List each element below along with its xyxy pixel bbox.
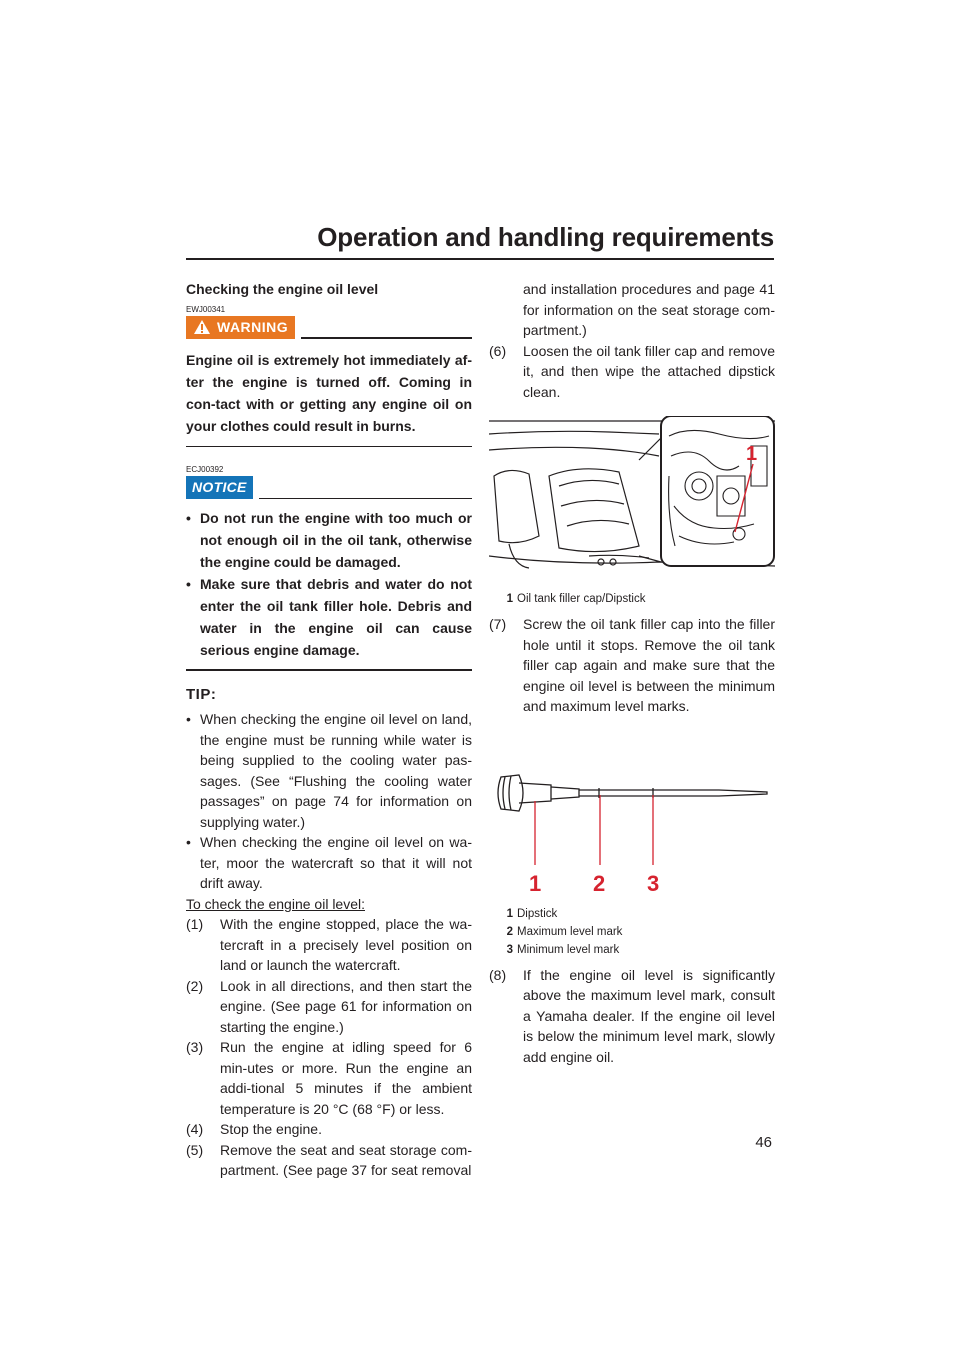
figure2-captions <box>489 905 775 959</box>
step-number: (1) <box>186 916 204 932</box>
figure1-callout: 1 <box>746 443 758 465</box>
procedure-steps-continued-2 <box>489 614 775 717</box>
step-text: If the engine oil level is significantly above the maximum level mark, consult a Yamaha dealer. If the engine oil level is below the minimum level mark, slowly add engine oil. <box>523 966 775 1065</box>
caption-number: 1 <box>506 907 513 920</box>
notice-code: ECJ00392 <box>186 465 224 474</box>
step-item <box>186 976 472 1038</box>
caption-number: 2 <box>506 925 513 938</box>
left-column <box>186 279 472 1181</box>
procedure-steps-continued-3 <box>489 965 775 1068</box>
procedure-heading: To check the engine oil level: <box>186 895 365 912</box>
step-text: With the engine stopped, place the wa-tercraft in a precisely level position on land or launch the watercraft. <box>220 916 472 973</box>
step-item <box>489 614 775 717</box>
warning-triangle-icon <box>193 319 211 335</box>
oil-cap-figure <box>489 416 775 584</box>
notice-item: • Make sure that debris and water do not enter the oil tank filler hole. Debris and water in the engine oil can cause serious engine damage. <box>186 573 472 661</box>
caption-line <box>501 941 775 959</box>
step-number: (4) <box>186 1121 204 1137</box>
procedure-steps <box>186 914 472 1181</box>
step-text: Loosen the oil tank filler cap and remove it, and then wipe the attached dipstick clean. <box>523 342 775 400</box>
notice-rule <box>259 498 472 500</box>
figure1-caption <box>489 590 775 608</box>
tip-item: • When checking the engine oil level on land, the engine must be running while water is being supplied to the cooling water pas-sages. (See “Flushing the cooling water passages” on page 74 for information on supplying water.) <box>186 709 472 832</box>
caption-line <box>501 923 775 941</box>
step5-continued: and installation procedures and page 41 for information on the seat storage com-partment.) <box>523 281 775 338</box>
caption-text: Oil tank filler cap/Dipstick <box>517 593 646 605</box>
right-column <box>489 279 775 1067</box>
notice-banner-row <box>186 476 472 499</box>
warning-text: Engine oil is extremely hot immediately af-ter the engine is turned off. Coming in con-tact with or getting any engine oil on your clothes could result in burns. <box>186 351 472 434</box>
warning-rule <box>301 337 472 339</box>
warning-code: EWJ00341 <box>186 304 226 314</box>
warning-end-rule <box>186 446 472 448</box>
step-number: (6) <box>489 342 507 359</box>
notice-list <box>186 507 472 661</box>
step-text: Screw the oil tank filler cap into the filler hole until it stops. Remove the oil tank filler cap again and make sure that the engine oil level is between the minimum and maximum level marks. <box>523 616 775 714</box>
dipstick-illustration <box>489 753 775 903</box>
header-divider <box>186 258 774 260</box>
step-number: (7) <box>489 616 507 632</box>
step-item <box>186 1140 472 1181</box>
procedure-steps-continued <box>489 341 775 403</box>
step-text: Run the engine at idling speed for 6 min-utes or more. Run the engine an addi-tional 5 minutes if the ambient temperature is 20 °C (68 °F) or less. <box>220 1039 472 1117</box>
caption-number: 1 <box>506 593 513 605</box>
tip-item: • When checking the engine oil level on wa-ter, moor the watercraft so that it will not drift away. <box>186 832 472 894</box>
step-number: (2) <box>186 977 204 994</box>
notice-end-rule <box>186 669 472 671</box>
warning-banner <box>186 316 295 339</box>
step-item <box>489 341 775 403</box>
step-number: (5) <box>186 1141 204 1158</box>
caption-number: 3 <box>506 943 513 956</box>
engine-compartment-illustration <box>489 416 775 584</box>
step-item <box>186 914 472 976</box>
page-number: 46 <box>755 1134 772 1151</box>
caption-line <box>501 905 775 923</box>
page-title: Operation and handling requirements <box>317 222 774 252</box>
dipstick-figure <box>489 753 775 903</box>
warning-label: WARNING <box>217 318 289 335</box>
step-text: Remove the seat and seat storage com-partment. (See page 37 for seat removal <box>220 1141 472 1178</box>
caption-text: Maximum level mark <box>517 925 623 938</box>
step-text: Look in all directions, and then start the engine. (See page 61 for information on starting the engine.) <box>220 977 472 1035</box>
tip-title: TIP: <box>186 685 217 703</box>
step-item <box>489 965 775 1068</box>
caption-text: Minimum level mark <box>517 943 620 956</box>
section-heading: Checking the engine oil level <box>186 281 379 297</box>
tip-list <box>186 709 472 894</box>
step-number: (3) <box>186 1039 204 1055</box>
figure2-callout-3: 3 <box>647 870 660 896</box>
notice-item: • Do not run the engine with too much or not enough oil in the oil tank, otherwise the engine could be damaged. <box>186 507 472 573</box>
figure2-callout-2: 2 <box>593 870 606 896</box>
caption-text: Dipstick <box>517 907 558 920</box>
warning-banner-row <box>186 316 472 339</box>
step-item <box>186 1119 472 1140</box>
step-text: Stop the engine. <box>220 1121 322 1137</box>
figure2-callout-1: 1 <box>529 870 542 896</box>
step-number: (8) <box>489 966 507 983</box>
step-item <box>186 1037 472 1119</box>
notice-banner: NOTICE <box>186 476 253 499</box>
